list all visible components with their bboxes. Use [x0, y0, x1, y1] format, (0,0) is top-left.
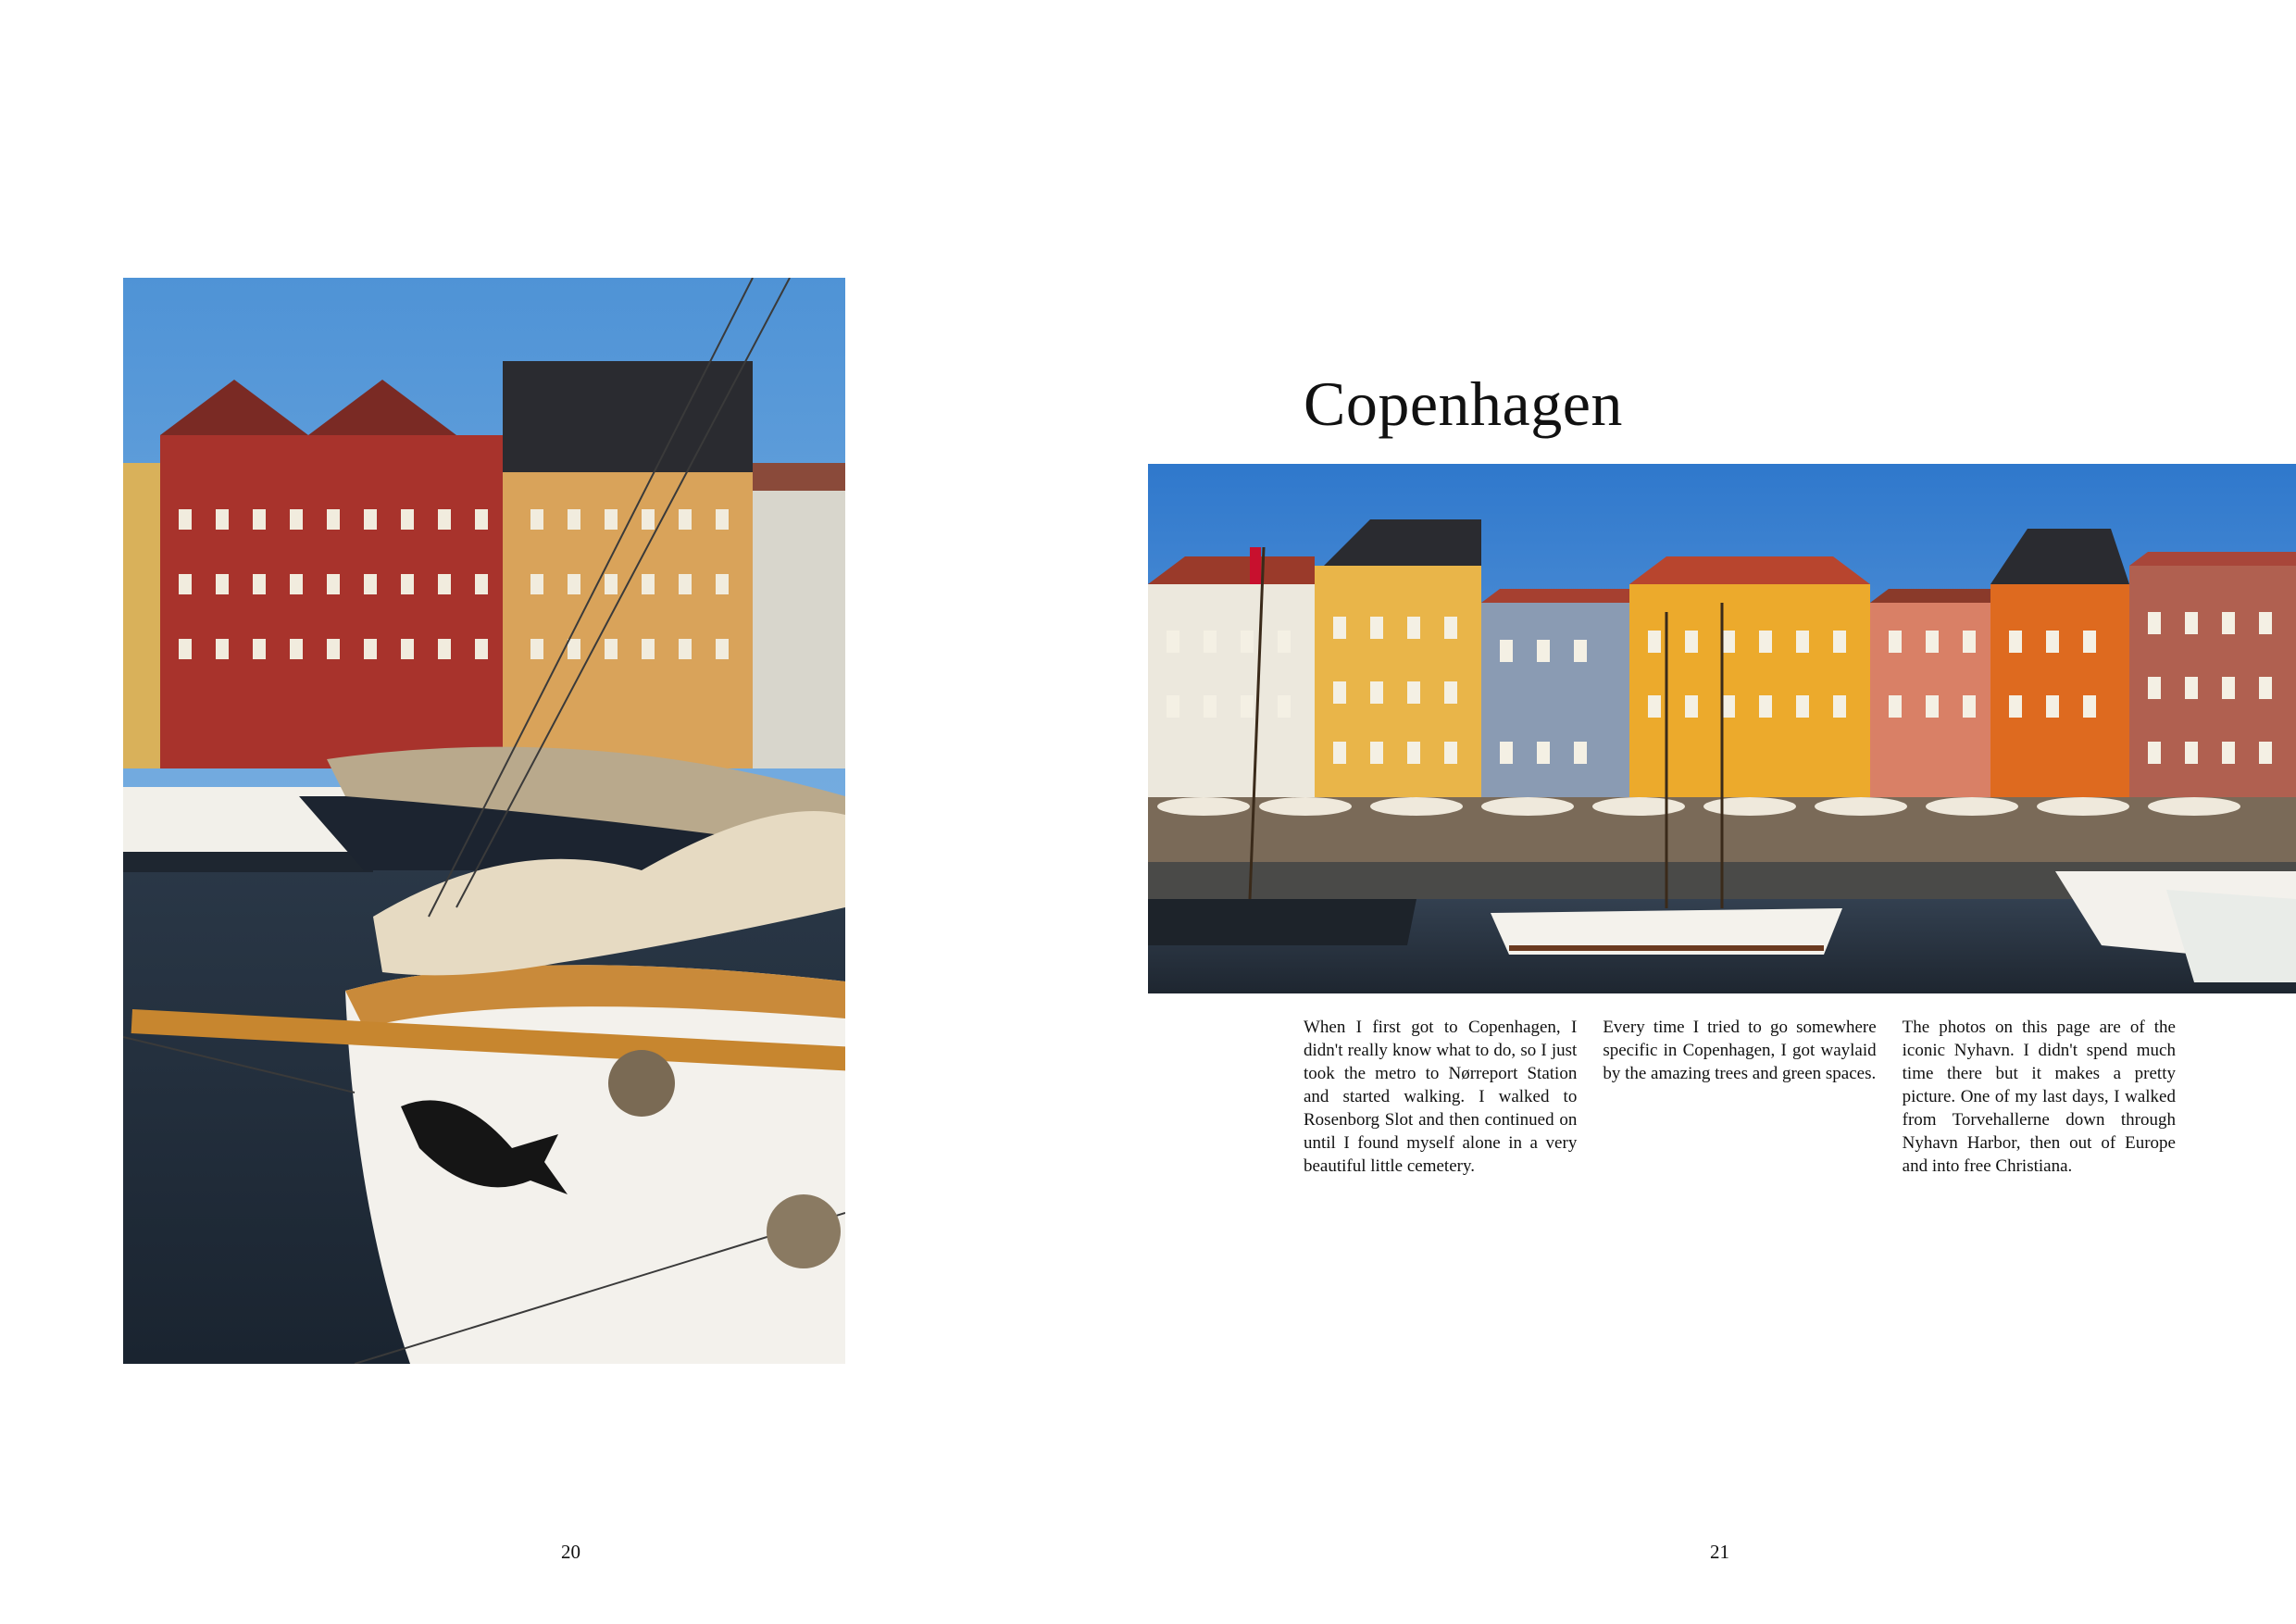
photo-nyhavn-harbor-panorama-icon: [1148, 464, 2296, 993]
text-column-2: Every time I tried to go somewhere specific in Copenhagen, I got waylaid by the amazing trees and green spaces.: [1603, 1018, 1877, 1083]
text-column-1: When I first got to Copenhagen, I didn't really know what to do, so I just took the metro to Nørreport Station and started walking. I walked to Rosenborg Slot and then continued on until I found myself alone in a very beautiful little cemetery.: [1304, 1018, 1578, 1176]
nyhavn-harbor-photo: [1148, 464, 2296, 993]
text-column-3: The photos on this page are of the iconic Nyhavn. I didn't spend much time there but it makes a pretty picture. One of my last days, I walked from Torvehallerne down through Nyhavn Harbor, then out of Europe and into free Christiana.: [1902, 1018, 2176, 1176]
page-number-right: 21: [1710, 1541, 1729, 1563]
nyhavn-sailboat-photo: [123, 278, 845, 1364]
page-title: Copenhagen: [1304, 369, 1623, 439]
body-text-columns: [1304, 1016, 2176, 1178]
page-number-left: 20: [561, 1541, 580, 1563]
photo-nyhavn-sailboat-bow-icon: [123, 278, 845, 1364]
